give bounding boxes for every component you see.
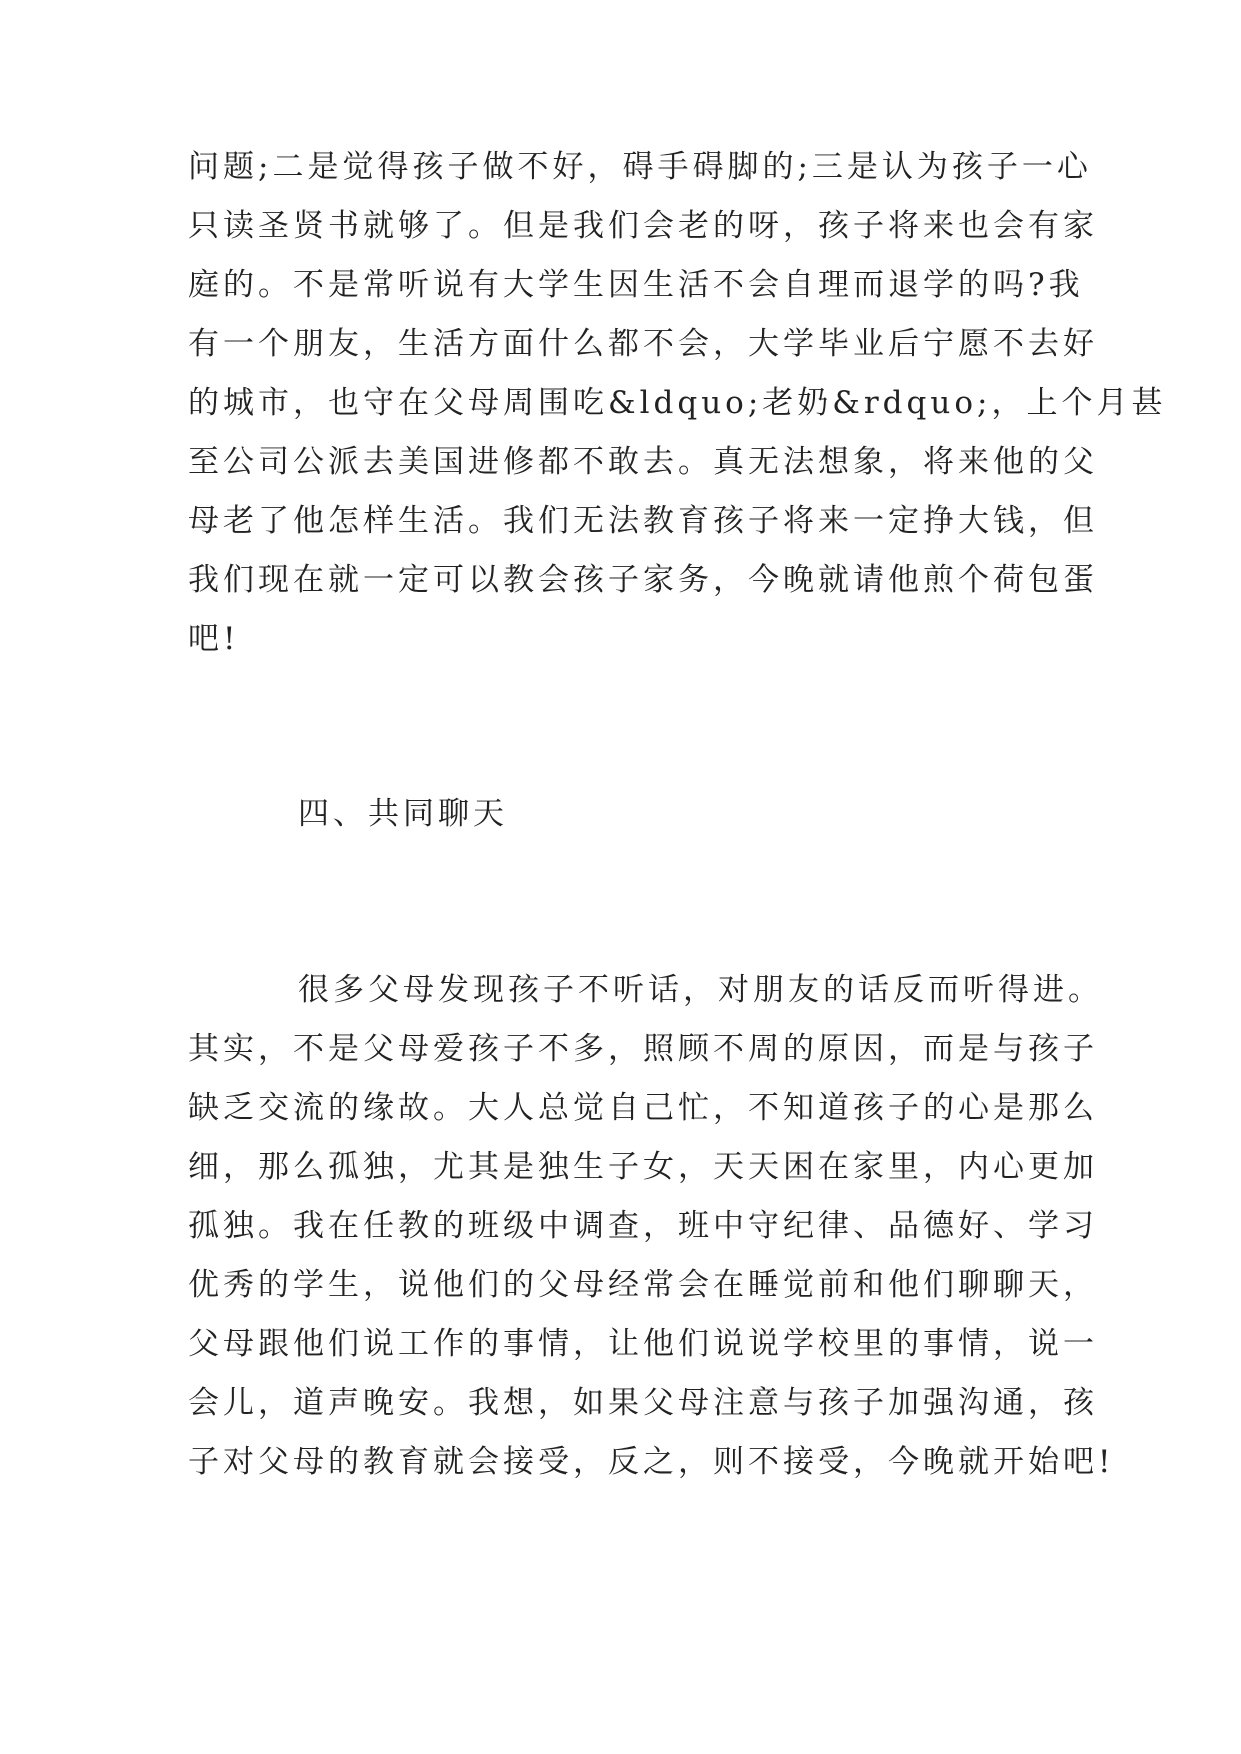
- paragraph-2-line-5: 孤独。我在任教的班级中调查，班中守纪律、品德好、学习: [188, 1208, 1098, 1244]
- paragraph-1-line-8: 我们现在就一定可以教会孩子家务，今晚就请他煎个荷包蛋: [188, 562, 1098, 598]
- paragraph-2-line-8: 会儿，道声晚安。我想，如果父母注意与孩子加强沟通，孩: [188, 1385, 1098, 1421]
- paragraph-1-line-4: 有一个朋友，生活方面什么都不会，大学毕业后宁愿不去好: [188, 326, 1098, 362]
- section-heading: 四、共同聊天: [298, 796, 508, 832]
- paragraph-1-line-6: 至公司公派去美国进修都不敢去。真无法想象，将来他的父: [188, 444, 1098, 480]
- paragraph-1-line-9: 吧!: [188, 621, 240, 657]
- paragraph-2-line-7: 父母跟他们说工作的事情，让他们说说学校里的事情，说一: [188, 1326, 1098, 1362]
- paragraph-2-line-2: 其实，不是父母爱孩子不多，照顾不周的原因，而是与孩子: [188, 1031, 1098, 1067]
- paragraph-2-line-4: 细，那么孤独，尤其是独生子女，天天困在家里，内心更加: [188, 1149, 1098, 1185]
- paragraph-1-line-2: 只读圣贤书就够了。但是我们会老的呀，孩子将来也会有家: [188, 208, 1098, 244]
- paragraph-1-line-1: 问题;二是觉得孩子做不好，碍手碍脚的;三是认为孩子一心: [188, 149, 1092, 185]
- paragraph-2-line-1: 很多父母发现孩子不听话，对朋友的话反而听得进。: [298, 972, 1103, 1008]
- paragraph-1-line-3: 庭的。不是常听说有大学生因生活不会自理而退学的吗?我: [188, 267, 1084, 303]
- paragraph-2-line-3: 缺乏交流的缘故。大人总觉自己忙，不知道孩子的心是那么: [188, 1090, 1098, 1126]
- paragraph-1-line-7: 母老了他怎样生活。我们无法教育孩子将来一定挣大钱，但: [188, 503, 1098, 539]
- paragraph-1-line-5: 的城市，也守在父母周围吃&ldquo;老奶&rdquo;，上个月甚: [188, 385, 1167, 421]
- paragraph-2-line-6: 优秀的学生，说他们的父母经常会在睡觉前和他们聊聊天，: [188, 1267, 1098, 1303]
- paragraph-2-line-9: 子对父母的教育就会接受，反之，则不接受，今晚就开始吧!: [188, 1444, 1115, 1480]
